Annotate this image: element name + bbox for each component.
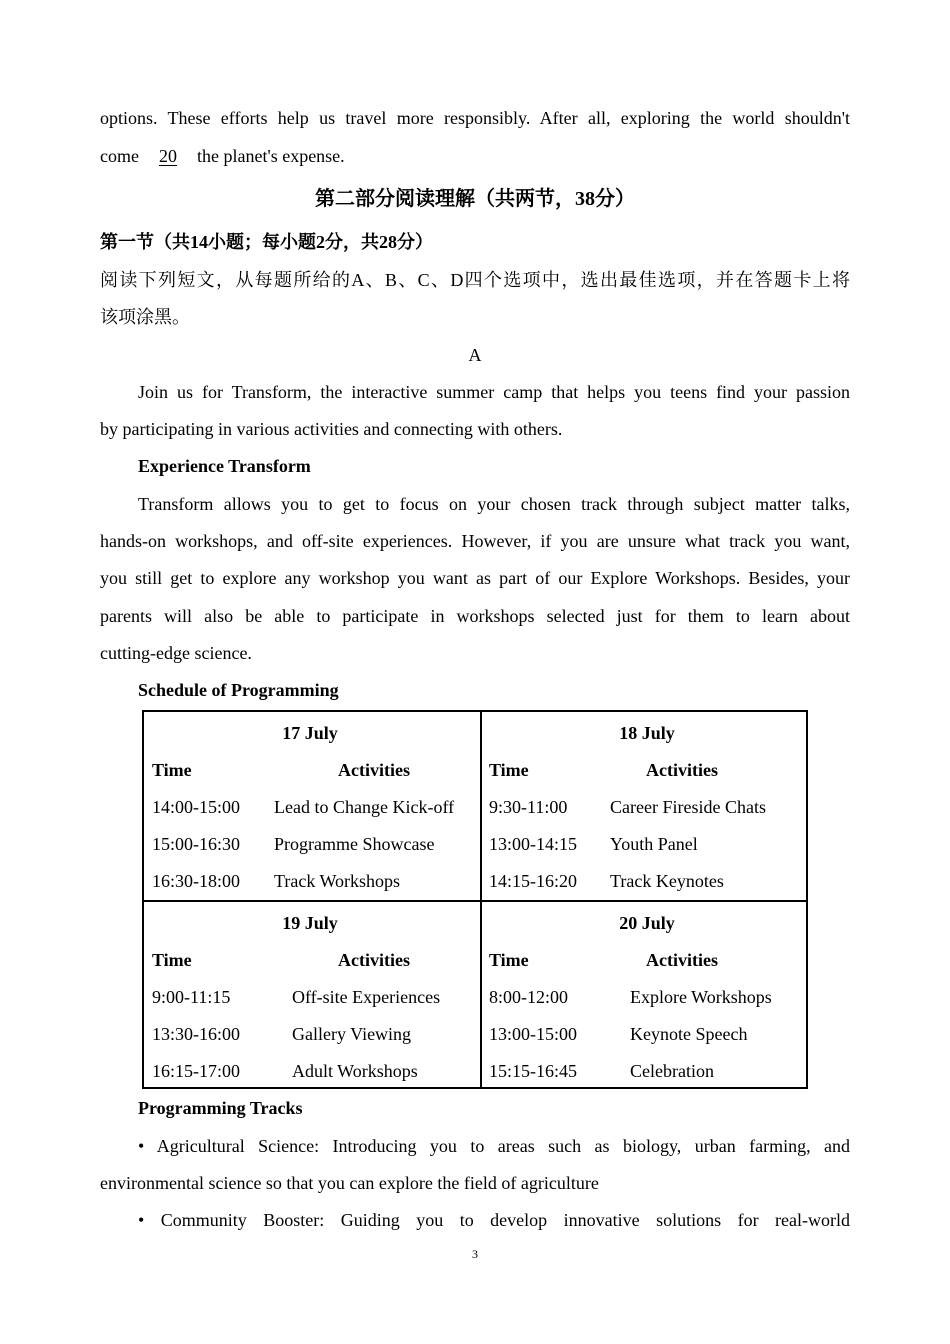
day-date: 20 July <box>619 913 675 933</box>
row-activity: Explore Workshops <box>630 987 772 1007</box>
row-time: 15:00-16:30 <box>152 834 240 854</box>
intro-line-2 <box>100 138 850 175</box>
heading-experience: Experience Transform <box>138 456 311 476</box>
intro-line-1: options. These efforts help us travel more responsibly. After all, exploring the world shouldn't <box>100 108 850 128</box>
row-time: 14:00-15:00 <box>152 797 240 817</box>
passage-p2-line-2: hands-on workshops, and off-site experiences. However, if you are unsure what track you want, <box>100 531 850 551</box>
schedule-day-20-july <box>481 902 813 1089</box>
passage-p1-line-1: Join us for Transform, the interactive summer camp that helps you teens find your passion <box>138 382 850 402</box>
passage-p2-line-5: cutting-edge science. <box>100 643 252 663</box>
row-activity: Programme Showcase <box>274 834 435 854</box>
passage-p1-line-2: by participating in various activities and connecting with others. <box>100 419 563 439</box>
passage-p2-line-3: you still get to explore any workshop you want as part of our Explore Workshops. Besides, your <box>100 568 850 588</box>
activities-header: Activities <box>646 950 718 970</box>
activities-header: Activities <box>646 760 718 780</box>
instruction-line-2: 该项涂黑。 <box>100 307 190 327</box>
row-activity: Off-site Experiences <box>292 987 441 1007</box>
row-time: 13:00-15:00 <box>489 1024 577 1044</box>
intro-line-2-before: come <box>100 146 139 166</box>
schedule-day-19-july <box>144 902 476 1089</box>
intro-line-2-after: the planet's expense. <box>196 146 345 166</box>
row-activity: Career Fireside Chats <box>610 797 766 817</box>
time-header: Time <box>489 760 529 780</box>
time-header: Time <box>152 760 192 780</box>
row-time: 13:00-14:15 <box>489 834 577 854</box>
schedule-day-18-july <box>481 712 813 899</box>
row-activity: Lead to Change Kick-off <box>274 797 455 817</box>
day-date: 19 July <box>282 913 338 933</box>
row-activity: Adult Workshops <box>292 1061 418 1081</box>
row-time: 16:30-18:00 <box>152 871 240 891</box>
section-subtitle: 第一节（共14小题；每小题2分，共28分） <box>100 232 433 252</box>
schedule-day-17-july <box>144 712 476 899</box>
row-activity: Track Workshops <box>274 871 401 891</box>
track-1-line-2: environmental science so that you can explore the field of agriculture <box>100 1173 599 1193</box>
row-time: 14:15-16:20 <box>489 871 577 891</box>
section-title: 第二部分阅读理解（共两节，38分） <box>315 188 635 210</box>
track-2-line-1: • Community Booster: Guiding you to develop innovative solutions for real-world <box>138 1210 850 1230</box>
row-time: 9:00-11:15 <box>152 987 231 1007</box>
row-activity: Keynote Speech <box>630 1024 748 1044</box>
passage-p2-line-4: parents will also be able to participate in workshops selected just for them to learn about <box>100 606 850 626</box>
activities-header: Activities <box>338 760 410 780</box>
row-activity: Gallery Viewing <box>292 1024 412 1044</box>
instruction-line-1: 阅读下列短文，从每题所给的A、B、C、D四个选项中，选出最佳选项，并在答题卡上将 <box>100 270 850 290</box>
time-header: Time <box>489 950 529 970</box>
schedule-table <box>142 710 808 1089</box>
time-header: Time <box>152 950 192 970</box>
blank-20: 20 <box>158 146 177 166</box>
row-time: 16:15-17:00 <box>152 1061 240 1081</box>
track-1-line-1: • Agricultural Science: Introducing you to areas such as biology, urban farming, and <box>138 1136 850 1156</box>
row-activity: Track Keynotes <box>610 871 724 891</box>
row-activity: Youth Panel <box>610 834 698 854</box>
page-number: 3 <box>472 1247 478 1261</box>
row-time: 8:00-12:00 <box>489 987 568 1007</box>
row-time: 13:30-16:00 <box>152 1024 240 1044</box>
heading-schedule: Schedule of Programming <box>138 680 339 700</box>
passage-letter: A <box>468 345 482 365</box>
activities-header: Activities <box>338 950 410 970</box>
row-time: 9:30-11:00 <box>489 797 568 817</box>
passage-p2-line-1: Transform allows you to get to focus on your chosen track through subject matter talks, <box>138 494 850 514</box>
heading-tracks: Programming Tracks <box>138 1098 303 1118</box>
row-activity: Celebration <box>630 1061 714 1081</box>
row-time: 15:15-16:45 <box>489 1061 577 1081</box>
day-date: 17 July <box>282 723 338 743</box>
day-date: 18 July <box>619 723 675 743</box>
